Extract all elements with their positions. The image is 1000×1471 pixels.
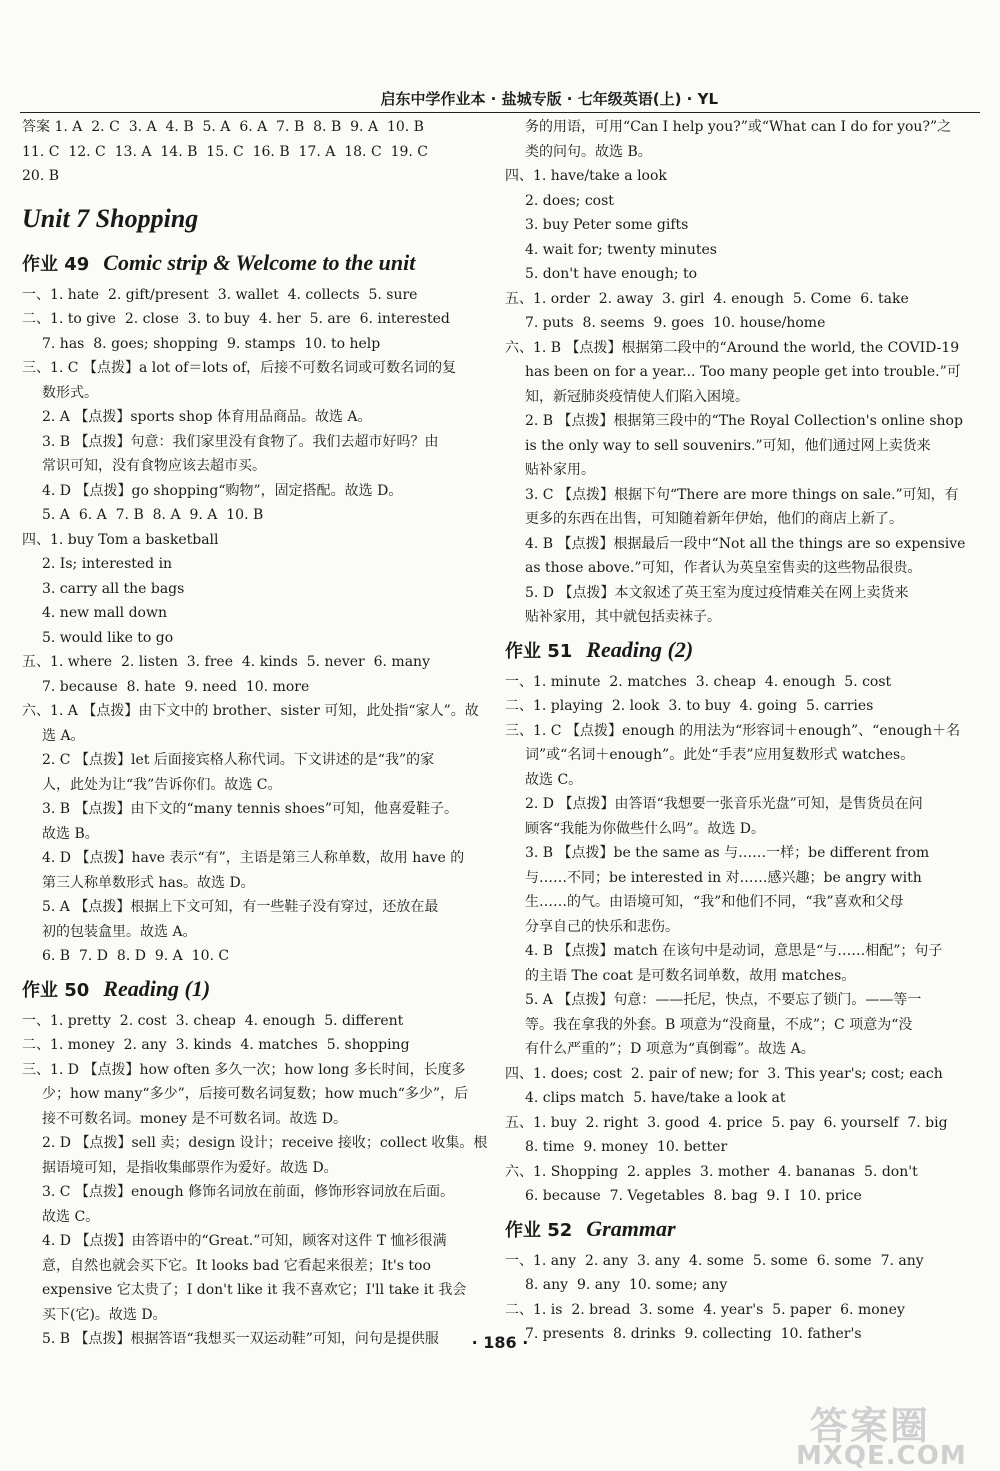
answer-line: 答案 1. A 2. C 3. A 4. B 5. A 6. A 7. B 8. B 9. A 10. B — [22, 119, 424, 135]
section-name: Reading (2) — [586, 636, 694, 662]
answer-line: 7. because 8. hate 9. need 10. more — [42, 678, 310, 695]
header-title: 启东中学作业本 · 盐城专版 · 七年级英语(上) · YL — [380, 90, 718, 108]
section-50-body — [22, 1009, 488, 1352]
answer-line: 贴补家用。 — [525, 462, 595, 478]
answer-line: 买下(它)。故选 D。 — [42, 1306, 167, 1323]
answer-line: 8. any 9. any 10. some; any — [525, 1277, 728, 1293]
page-number: · 186 · — [471, 1333, 529, 1352]
answer-line: 四、1. have/take a look — [505, 168, 667, 184]
answer-line: 接不可数名词。money 是不可数名词。故选 D。 — [42, 1110, 348, 1127]
continued-answers — [505, 115, 967, 630]
answer-line: 5. don't have enough; to — [525, 266, 698, 282]
answer-line: 20. B — [22, 168, 60, 184]
previous-answers — [22, 115, 468, 189]
answer-line: 5. A 6. A 7. B 8. A 9. A 10. B — [42, 507, 264, 523]
answer-line: 顾客“我能为你做些什么吗”。故选 D。 — [525, 820, 765, 837]
left-column — [22, 115, 488, 1352]
answer-line: 更多的东西在出售，可知随着新年伊始，他们的商店上新了。 — [525, 511, 903, 527]
answer-line: 2. D 【点拨】由答语“我想要一张音乐光盘”可知，是售货员在问 — [525, 796, 923, 812]
answer-line: expensive 它太贵了；I don't like it 我不喜欢它；I'll take it 我会 — [42, 1282, 467, 1298]
section-label: 作业 49 — [22, 253, 90, 275]
answer-line: 五、1. order 2. away 3. girl 4. enough 5. Come 6. take — [505, 290, 909, 307]
answer-line: 2. does; cost — [525, 192, 614, 209]
answer-line: 7. puts 8. seems 9. goes 10. house/home — [525, 315, 826, 331]
answer-line: 一、1. hate 2. gift/present 3. wallet 4. collects 5. sure — [22, 286, 418, 303]
answer-line: 2. A 【点拨】sports shop 体育用品商品。故选 A。 — [42, 409, 372, 425]
answer-line: 知，新冠肺炎疫情使人们陷入困境。 — [525, 388, 749, 405]
answer-line: 第三人称单数形式 has。故选 D。 — [42, 874, 255, 891]
answer-line: 类的问句。故选 B。 — [525, 143, 652, 160]
answer-line: 6. because 7. Vegetables 8. bag 9. I 10. price — [525, 1188, 862, 1204]
answer-line: 一、1. pretty 2. cost 3. cheap 4. enough 5. different — [22, 1012, 404, 1029]
answer-line: is the only way to sell souvenirs.”可知，他们通过网上卖货来 — [525, 437, 931, 454]
unit-title: Unit 7 Shopping — [22, 203, 199, 233]
answer-line: 人，此处为让“我”告诉你们。故选 C。 — [42, 776, 282, 793]
answer-line: 2. B 【点拨】根据第三段中的“The Royal Collection's online shop — [525, 413, 963, 429]
section-title-52 — [505, 1211, 967, 1249]
answer-line: 5. D 【点拨】本文叙述了英王室为度过疫情难关在网上卖货来 — [525, 584, 909, 601]
section-name: Grammar — [586, 1215, 676, 1241]
answer-line: 选 A。 — [42, 727, 85, 744]
section-label: 作业 52 — [505, 1219, 573, 1241]
answer-line: 初的包装盒里。故选 A。 — [42, 923, 197, 940]
section-title-50 — [22, 971, 468, 1009]
answer-line: 生……的气。由语境可知，“我”和他们不同，“我”喜欢和父母 — [525, 894, 904, 910]
watermark-logo-text: 答案圈 — [810, 1404, 931, 1448]
answer-line: 4. wait for; twenty minutes — [525, 241, 717, 258]
answer-line: 5. B 【点拨】根据答语“我想买一双运动鞋”可知，问句是提供服 — [42, 1331, 439, 1347]
answer-line: 5. A 【点拨】根据上下文可知，有一些鞋子没有穿过，还放在最 — [42, 899, 439, 915]
answer-line: as those above.”可知，作者认为英皇室售卖的这些物品很贵。 — [525, 560, 922, 576]
answer-line: 等。我在拿我的外套。B 项意为“没商量，不成”；C 项意为“没 — [525, 1016, 913, 1033]
section-49-body — [22, 283, 479, 969]
answer-line: 3. buy Peter some gifts — [525, 217, 689, 233]
section-name: Comic strip & Welcome to the unit — [103, 249, 416, 275]
answer-line: 4. B 【点拨】match 在该句中是动词，意思是“与……相配”；句子 — [525, 943, 943, 959]
answer-line: 务的用语，可用“Can I help you?”或“What can I do for you?”之 — [525, 119, 952, 135]
answer-line: 分享自己的快乐和悲伤。 — [525, 918, 679, 935]
answer-line: 六、1. A 【点拨】由下文中的 brother、sister 可知，此处指“家人”。故 — [22, 703, 479, 719]
answer-line: 3. B 【点拨】由下文的“many tennis shoes”可知，他喜爱鞋子。 — [42, 801, 459, 817]
answer-line: 5. would like to go — [42, 629, 174, 646]
answer-line: 3. carry all the bags — [42, 580, 185, 597]
answer-line: 贴补家用，其中就包括卖袜子。 — [525, 609, 721, 625]
answer-line: 二、1. is 2. bread 3. some 4. year's 5. paper 6. money — [505, 1301, 905, 1318]
answer-line: 三、1. C 【点拨】enough 的用法为“形容词＋enough”、“enough＋名 — [505, 722, 961, 739]
answer-line: 少；how many“多少”，后接可数名词复数；how much“多少”，后 — [42, 1086, 469, 1102]
answer-line: 3. C 【点拨】根据下句“There are more things on sale.”可知，有 — [525, 486, 959, 503]
answer-line: 六、1. B 【点拨】根据第二段中的“Around the world, the COVID-19 — [505, 339, 960, 356]
answer-line: 5. A 【点拨】句意：——托尼，快点，不要忘了锁门。——等一 — [525, 992, 922, 1008]
watermark-logo — [790, 1395, 980, 1471]
answer-line: 4. B 【点拨】根据最后一段中“Not all the things are so expensive — [525, 535, 966, 552]
answer-line: 四、1. buy Tom a basketball — [22, 531, 219, 548]
answer-line: 一、1. minute 2. matches 3. cheap 4. enough 5. cost — [505, 673, 892, 690]
answer-line: has been on for a year... Too many people get into trouble.”可 — [525, 364, 961, 380]
answer-line: 数形式。 — [42, 384, 98, 401]
answer-line: 6. B 7. D 8. D 9. A 10. C — [42, 948, 230, 964]
answer-line: 三、1. D 【点拨】how often 多久一次；how long 多长时间，长度多 — [22, 1061, 466, 1078]
answer-line: 4. D 【点拨】go shopping“购物”，固定搭配。故选 D。 — [42, 482, 403, 499]
watermark-site: MXQE.COM — [796, 1441, 967, 1471]
right-column — [505, 115, 967, 1347]
section-label: 作业 50 — [22, 979, 90, 1001]
answer-line: 意，自然也就会买下它。It looks bad 它看起来很差；It's too — [42, 1257, 431, 1274]
running-header — [20, 68, 980, 113]
answer-line: 六、1. Shopping 2. apples 3. mother 4. bananas 5. don't — [505, 1163, 918, 1180]
answer-line: 五、1. buy 2. right 3. good 4. price 5. pay 6. yourself 7. big — [505, 1114, 948, 1131]
section-52-body — [505, 1249, 967, 1347]
section-51-body — [505, 670, 967, 1209]
answer-line: 8. time 9. money 10. better — [525, 1139, 728, 1155]
answer-line: 2. Is; interested in — [42, 556, 173, 572]
answer-line: 的主语 The coat 是可数名词单数，故用 matches。 — [525, 967, 856, 984]
section-name: Reading (1) — [103, 975, 211, 1001]
answer-line: 4. new mall down — [42, 605, 167, 621]
answer-line: 五、1. where 2. listen 3. free 4. kinds 5. never 6. many — [22, 654, 430, 670]
answer-line: 二、1. playing 2. look 3. to buy 4. going 5. carries — [505, 698, 874, 714]
answer-line: 词”或“名词＋enough”。此处“手表”应用复数形式 watches。 — [525, 747, 915, 763]
answer-line: 常识可知，没有食物应该去超市买。 — [42, 458, 266, 474]
answer-line: 4. D 【点拨】由答语中的“Great.”可知，顾客对这件 T 恤衫很满 — [42, 1233, 447, 1249]
answer-line: 4. D 【点拨】have 表示“有”，主语是第三人称单数，故用 have 的 — [42, 850, 465, 866]
section-title-51 — [505, 632, 967, 670]
answer-line: 四、1. does; cost 2. pair of new; for 3. This year's; cost; each — [505, 1065, 943, 1082]
answer-line: 与……不同；be interested in 对……感兴趣；be angry with — [525, 869, 922, 886]
answer-line: 故选 C。 — [525, 771, 583, 788]
answer-line: 二、1. to give 2. close 3. to buy 4. her 5. are 6. interested — [22, 311, 450, 327]
answer-line: 7. has 8. goes; shopping 9. stamps 10. to help — [42, 335, 381, 352]
answer-line: 4. clips match 5. have/take a look at — [525, 1090, 786, 1106]
answer-line: 故选 C。 — [42, 1208, 100, 1225]
answer-line: 有什么严重的”；D 项意为“真倒霉”。故选 A。 — [525, 1041, 815, 1057]
answer-line: 2. C 【点拨】let 后面接宾格人称代词。下文讲述的是“我”的家 — [42, 752, 435, 768]
section-label: 作业 51 — [505, 640, 573, 662]
answer-line: 三、1. C 【点拨】a lot of＝lots of，后接不可数名词或可数名词的复 — [22, 360, 457, 376]
answer-line: 3. B 【点拨】be the same as 与……一样；be different from — [525, 845, 930, 861]
section-title-49 — [22, 245, 468, 283]
answer-line: 2. D 【点拨】sell 卖；design 设计；receive 接收；collect 收集。根 — [42, 1135, 488, 1151]
answer-line: 二、1. money 2. any 3. kinds 4. matches 5. shopping — [22, 1037, 410, 1053]
answer-line: 故选 B。 — [42, 825, 99, 842]
answer-line: 3. B 【点拨】句意：我们家里没有食物了。我们去超市好吗？由 — [42, 433, 439, 450]
answer-line: 7. presents 8. drinks 9. collecting 10. father's — [525, 1326, 862, 1342]
answer-line: 3. C 【点拨】enough 修饰名词放在前面，修饰形容词放在后面。 — [42, 1184, 455, 1200]
answer-line: 据语境可知，是指收集邮票作为爱好。故选 D。 — [42, 1159, 338, 1176]
answer-line: 一、1. any 2. any 3. any 4. some 5. some 6. some 7. any — [505, 1252, 924, 1269]
answer-line: 11. C 12. C 13. A 14. B 15. C 16. B 17. A 18. C 19. C — [22, 143, 428, 160]
